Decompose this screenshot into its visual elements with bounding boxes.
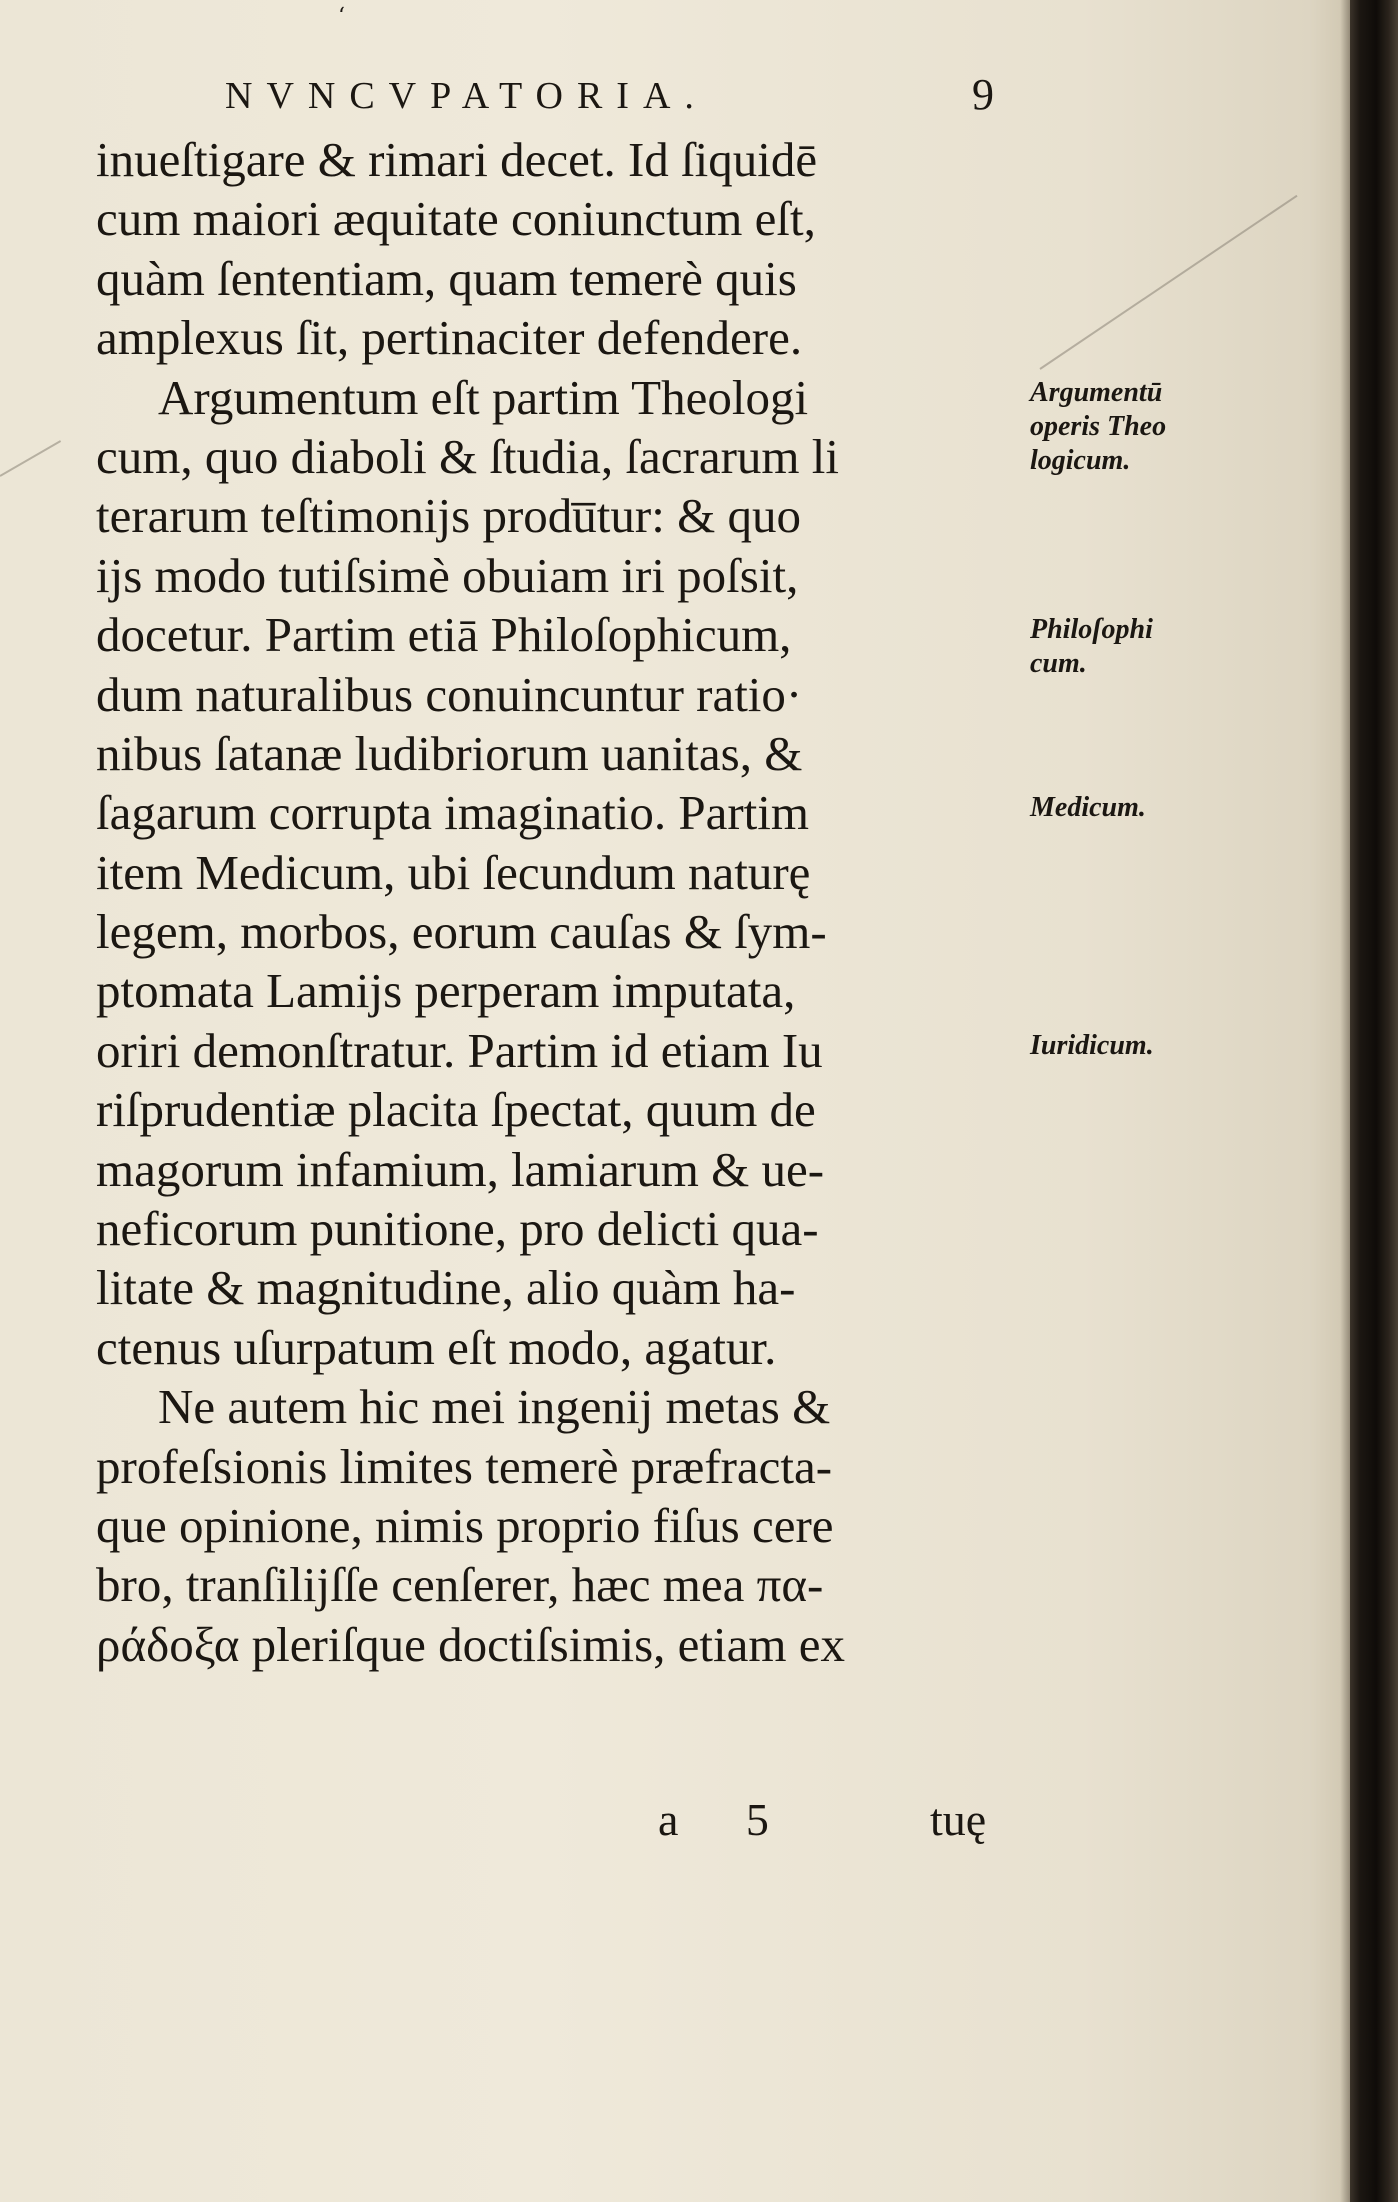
text-line: que opinione, nimis proprio fiſus cere bbox=[96, 1497, 834, 1553]
printer-mark: ʻ bbox=[338, 4, 345, 29]
text-line: riſprudentiæ placita ſpectat, quum de bbox=[96, 1082, 816, 1138]
text-line: item Medicum, ubi ſecundum naturę bbox=[96, 844, 811, 900]
text-line: legem, morbos, eorum cauſas & ſym‐ bbox=[96, 904, 827, 960]
text-line: docetur. Partim etiā Philoſophicum, bbox=[96, 607, 792, 663]
pen-stroke-decoration bbox=[1039, 195, 1297, 370]
text-line: Argumentum eſt partim Theologi bbox=[158, 369, 809, 425]
text-line: ptomata Lamijs perperam imputata, bbox=[96, 963, 796, 1019]
book-spine bbox=[1350, 0, 1398, 2202]
margin-note: Argumentū operis Theo logicum. bbox=[1030, 376, 1167, 476]
body-text bbox=[96, 130, 1016, 1674]
text-line: terarum teſtimonijs produ̅tur: & quo bbox=[96, 488, 801, 544]
text-line: bro, tranſilijſſe cenſerer, hæc mea πα‐ bbox=[96, 1557, 824, 1613]
pen-stroke-decoration bbox=[0, 440, 61, 477]
margin-note: Philoſophi cum. bbox=[1030, 614, 1153, 680]
text-line: neficorum punitione, pro delicti qua‐ bbox=[96, 1201, 819, 1257]
margin-note: Medicum. bbox=[1030, 792, 1146, 824]
signature-mark: a 5 bbox=[658, 1794, 797, 1845]
margin-note: Iuridicum. bbox=[1030, 1030, 1154, 1061]
text-line: dum naturalibus conuincuntur ratio· bbox=[96, 666, 803, 722]
text-line: nibus ſatanæ ludibriorum uanitas, & bbox=[96, 725, 803, 781]
text-line: ijs modo tutiſsimè obuiam iri poſsit, bbox=[96, 547, 799, 603]
text-line: profeſsionis limites temerè præfracta‐ bbox=[96, 1438, 833, 1494]
catchword: tuę bbox=[930, 1794, 987, 1845]
text-line: oriri demonſtratur. Partim id etiam Iu bbox=[96, 1022, 823, 1078]
text-line: ſagarum corrupta imaginatio. Partim bbox=[96, 785, 810, 841]
page-number: 9 bbox=[972, 70, 994, 119]
text-line: amplexus ſit, pertinaciter defendere. bbox=[96, 310, 803, 366]
text-line: ctenus uſurpatum eſt modo, agatur. bbox=[96, 1319, 777, 1375]
running-title: NVNCVPATORIA. bbox=[225, 75, 708, 117]
text-line: ράδοξα pleriſque doctiſsimis, etiam ex bbox=[96, 1616, 845, 1672]
text-line: cum, quo diaboli & ſtudia, ſacrarum li bbox=[96, 428, 839, 484]
text-line: Ne autem hic mei ingenij metas & bbox=[158, 1379, 831, 1435]
text-line: litate & magnitudine, alio quàm ha‐ bbox=[96, 1260, 796, 1316]
text-line: magorum infamium, lamiarum & ue‐ bbox=[96, 1141, 825, 1197]
text-line: quàm ſententiam, quam temerè quis bbox=[96, 250, 797, 306]
text-line: cum maiori æquitate coniunctum eſt, bbox=[96, 191, 816, 247]
text-line: inueſtigare & rimari decet. Id ſiquidē bbox=[96, 132, 818, 187]
page-edge-shadow bbox=[1340, 0, 1350, 2202]
